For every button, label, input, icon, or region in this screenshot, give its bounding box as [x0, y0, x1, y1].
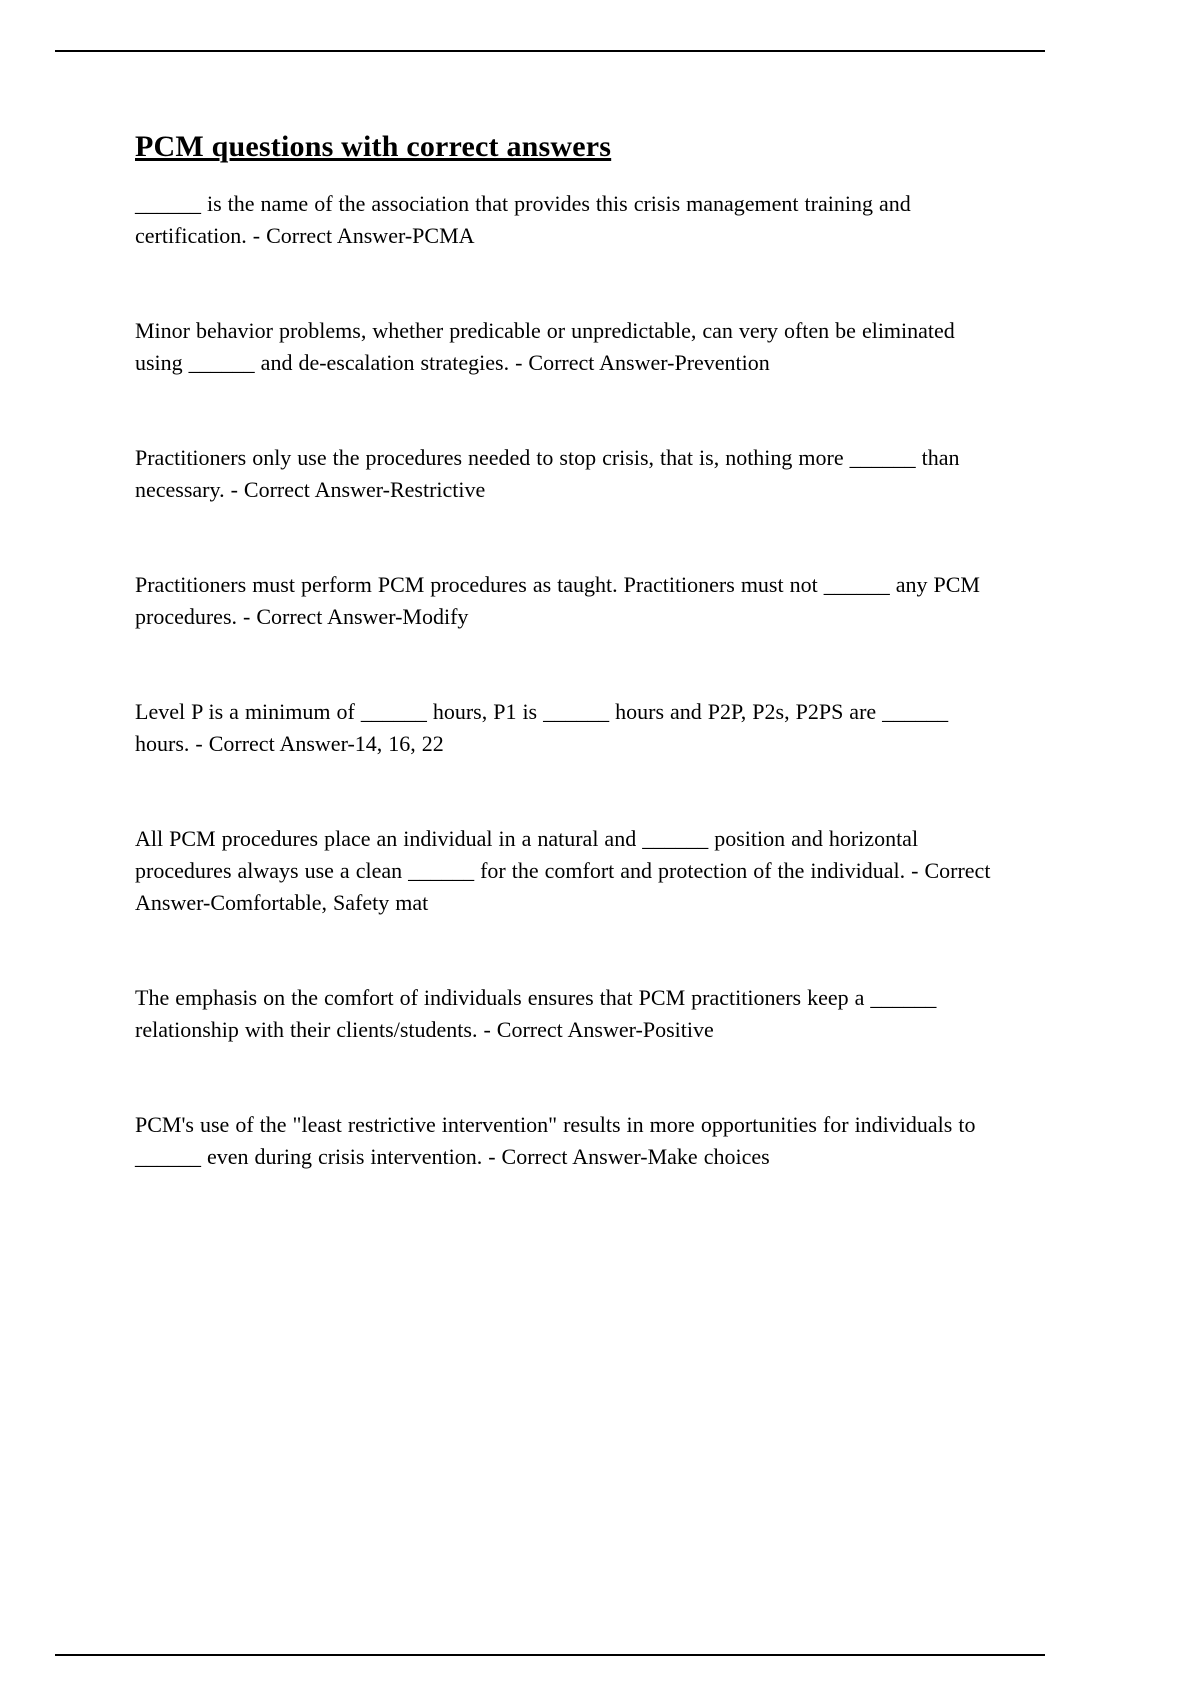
- qa-paragraph: Practitioners must perform PCM procedures as taught. Practitioners must not ______ any PCM procedures. - Correct Answer-Modify: [135, 572, 980, 629]
- document-content: [135, 130, 1005, 1236]
- bottom-horizontal-rule: [55, 1654, 1045, 1656]
- page-title: PCM questions with correct answers: [135, 130, 612, 163]
- top-horizontal-rule: [55, 50, 1045, 52]
- qa-paragraph: ______ is the name of the association that provides this crisis management training and certification. - Correct Answer-PCMA: [135, 191, 911, 248]
- qa-paragraph: Practitioners only use the procedures needed to stop crisis, that is, nothing more ______ than necessary. - Correct Answer-Restrictive: [135, 445, 960, 502]
- qa-paragraph: The emphasis on the comfort of individuals ensures that PCM practitioners keep a ______ relationship with their clients/students. - Correct Answer-Positive: [135, 985, 937, 1042]
- qa-paragraph: Level P is a minimum of ______ hours, P1 is ______ hours and P2P, P2s, P2PS are ______ hours. - Correct Answer-14, 16, 22: [135, 699, 949, 756]
- qa-paragraph: Minor behavior problems, whether predicable or unpredictable, can very often be eliminated using ______ and de-escalation strategies. - Correct Answer-Prevention: [135, 318, 955, 375]
- qa-paragraph: All PCM procedures place an individual in a natural and ______ position and horizontal procedures always use a clean ______ for the comfort and protection of the individual. - Correct Answer-Comfortable, Safety mat: [135, 826, 991, 915]
- qa-paragraph: PCM's use of the "least restrictive intervention" results in more opportunities for individuals to ______ even during crisis intervention. - Correct Answer-Make choices: [135, 1112, 976, 1169]
